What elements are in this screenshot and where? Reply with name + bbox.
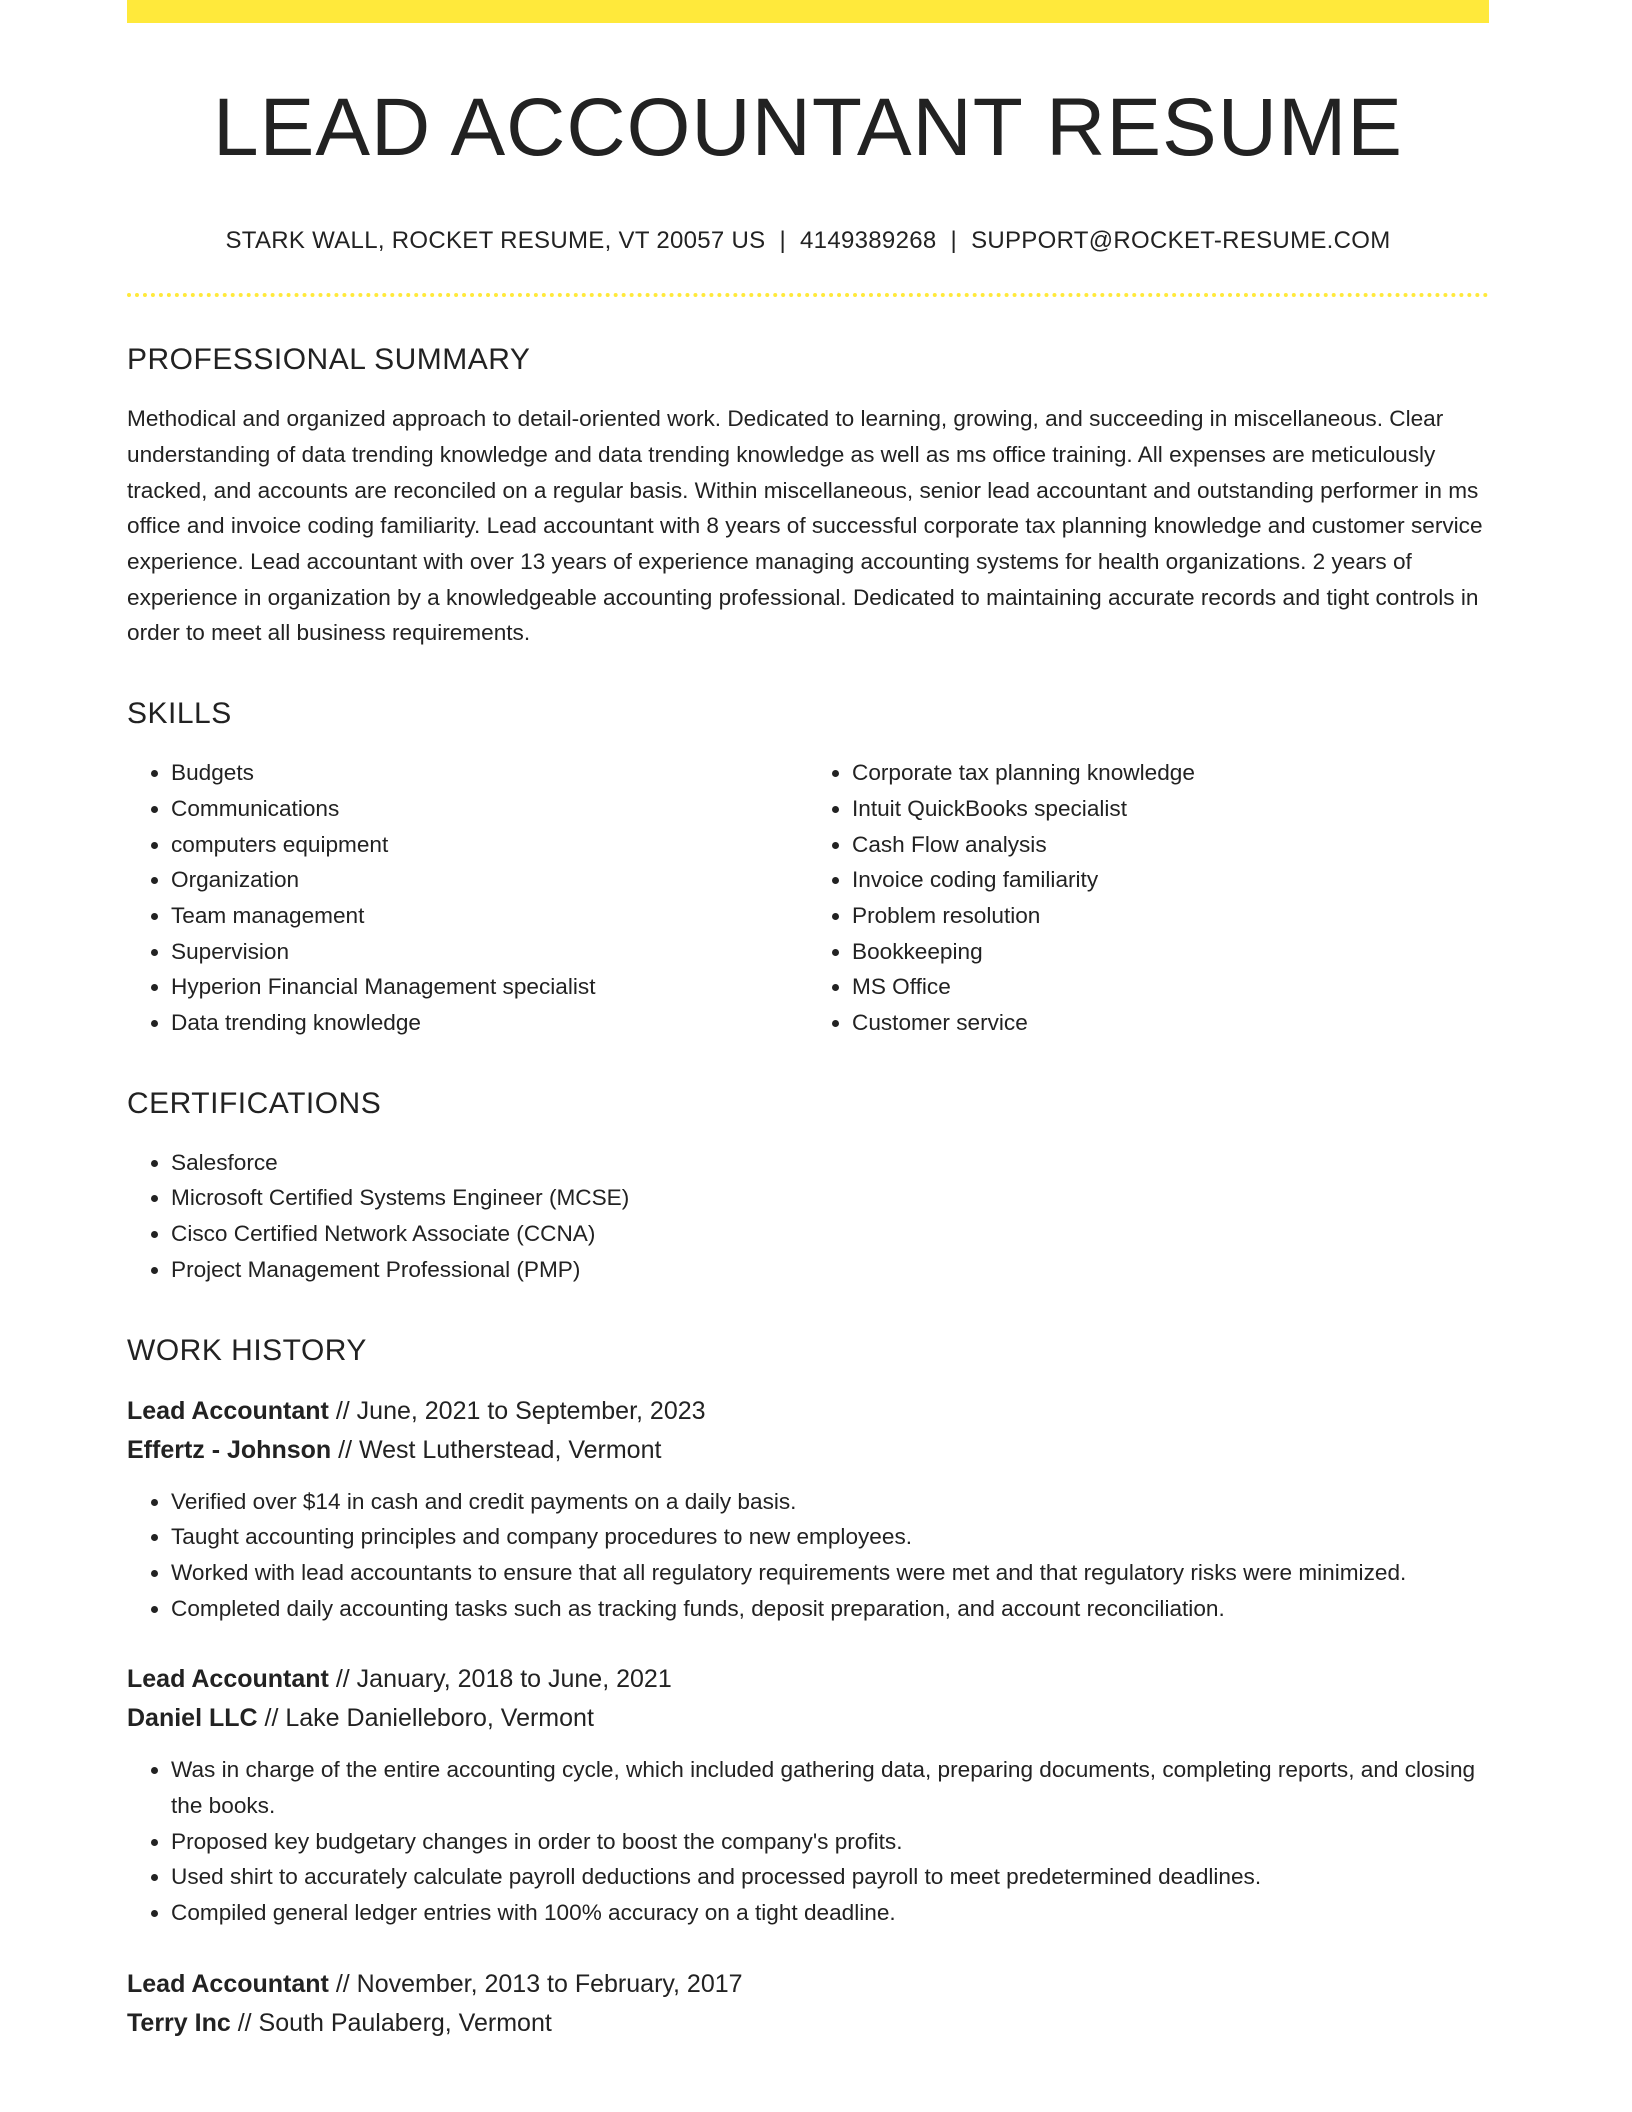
skill-item: • computers equipment [171, 827, 808, 863]
job-bullet: • Taught accounting principles and company procedures to new employees. [171, 1519, 1489, 1555]
job-bullets [127, 1752, 1489, 1931]
certifications-heading: CERTIFICATIONS [127, 1086, 382, 1120]
job-company: Daniel LLC [127, 1704, 258, 1733]
work-history-heading: WORK HISTORY [127, 1333, 367, 1367]
job-title: Lead Accountant [127, 1396, 329, 1425]
job-location: // South Paulaberg, Vermont [237, 2008, 552, 2037]
skill-item: • Bookkeeping [852, 934, 1489, 970]
job-entry [127, 1965, 1489, 2043]
job-title-line [127, 1392, 1489, 1431]
job-dates: // June, 2021 to September, 2023 [335, 1396, 706, 1425]
job-bullet: • Proposed key budgetary changes in order to boost the company's profits. [171, 1824, 1489, 1860]
job-company: Terry Inc [127, 2008, 231, 2037]
contact-line [127, 227, 1489, 255]
contact-address: STARK WALL, ROCKET RESUME, VT 20057 US [225, 227, 766, 255]
job-entry [127, 1660, 1489, 1931]
job-company: Effertz - Johnson [127, 1435, 332, 1464]
job-title: Lead Accountant [127, 1969, 329, 1998]
skill-item: • Data trending knowledge [171, 1005, 808, 1041]
certifications-list [127, 1145, 1489, 1288]
job-bullet: • Verified over $14 in cash and credit payments on a daily basis. [171, 1484, 1489, 1520]
job-company-line [127, 1431, 1489, 1470]
certification-item: • Cisco Certified Network Associate (CCNA) [171, 1216, 1489, 1252]
job-location: // Lake Danielleboro, Vermont [264, 1704, 594, 1733]
contact-separator: | [779, 227, 787, 255]
skill-item: • Problem resolution [852, 898, 1489, 934]
skill-item: • Customer service [852, 1005, 1489, 1041]
resume-page [127, 0, 1489, 2043]
skill-item: • Invoice coding familiarity [852, 862, 1489, 898]
certification-item: • Salesforce [171, 1145, 1489, 1181]
skill-item: • Intuit QuickBooks specialist [852, 791, 1489, 827]
skill-item: • Organization [171, 862, 808, 898]
skills-heading: SKILLS [127, 697, 232, 731]
skill-item: • Communications [171, 791, 808, 827]
skill-item: • Cash Flow analysis [852, 827, 1489, 863]
job-location: // West Lutherstead, Vermont [338, 1435, 662, 1464]
job-dates: // January, 2018 to June, 2021 [335, 1665, 672, 1694]
skill-item: • Supervision [171, 934, 808, 970]
contact-phone: 4149389268 [800, 227, 937, 255]
summary-heading: PROFESSIONAL SUMMARY [127, 343, 531, 377]
certification-item: • Project Management Professional (PMP) [171, 1252, 1489, 1288]
job-title: Lead Accountant [127, 1665, 329, 1694]
skill-item: • MS Office [852, 969, 1489, 1005]
job-bullets [127, 1484, 1489, 1627]
job-entry [127, 1392, 1489, 1627]
job-title-line [127, 1660, 1489, 1699]
contact-email: SUPPORT@ROCKET-RESUME.COM [971, 227, 1391, 255]
page-title: LEAD ACCOUNTANT RESUME [213, 82, 1403, 173]
accent-top-bar [127, 0, 1489, 23]
job-bullet: • Compiled general ledger entries with 100% accuracy on a tight deadline. [171, 1895, 1489, 1931]
skill-item: • Budgets [171, 755, 808, 791]
skills-list-right [808, 755, 1489, 1041]
job-bullet: • Completed daily accounting tasks such as tracking funds, deposit preparation, and account reconciliation. [171, 1591, 1489, 1627]
skill-item: • Corporate tax planning knowledge [852, 755, 1489, 791]
job-company-line [127, 2004, 1489, 2043]
job-bullet: • Used shirt to accurately calculate payroll deductions and processed payroll to meet predetermined deadlines. [171, 1859, 1489, 1895]
job-bullet: • Worked with lead accountants to ensure that all regulatory requirements were met and that regulatory risks were minimized. [171, 1555, 1489, 1591]
summary-text: Methodical and organized approach to detail-oriented work. Dedicated to learning, growing, and succeeding in miscellaneous. Clear understanding of data trending knowledge and data trending knowledge as well as ms office training. All expenses are meticulously tracked, and accounts are reconciled on a regular basis. Within miscellaneous, senior lead accountant and outstanding performer in ms office and invoice coding familiarity. Lead accountant with 8 years of successful corporate tax planning knowledge and customer service experience. Lead accountant with over 13 years of experience managing accounting systems for health organizations. 2 years of experience in organization by a knowledgeable accounting professional. Dedicated to maintaining accurate records and tight controls in order to meet all business requirements. [127, 406, 1483, 646]
job-company-line [127, 1699, 1489, 1738]
dotted-divider [127, 293, 1489, 297]
skills-columns [127, 755, 1489, 1041]
certification-item: • Microsoft Certified Systems Engineer (MCSE) [171, 1180, 1489, 1216]
skill-item: • Team management [171, 898, 808, 934]
job-dates: // November, 2013 to February, 2017 [335, 1969, 743, 1998]
skills-list-left [127, 755, 808, 1041]
skill-item: • Hyperion Financial Management specialist [171, 969, 808, 1005]
job-title-line [127, 1965, 1489, 2004]
job-bullet: • Was in charge of the entire accounting cycle, which included gathering data, preparing documents, completing reports, and closing the books. [171, 1752, 1489, 1823]
contact-separator: | [950, 227, 958, 255]
